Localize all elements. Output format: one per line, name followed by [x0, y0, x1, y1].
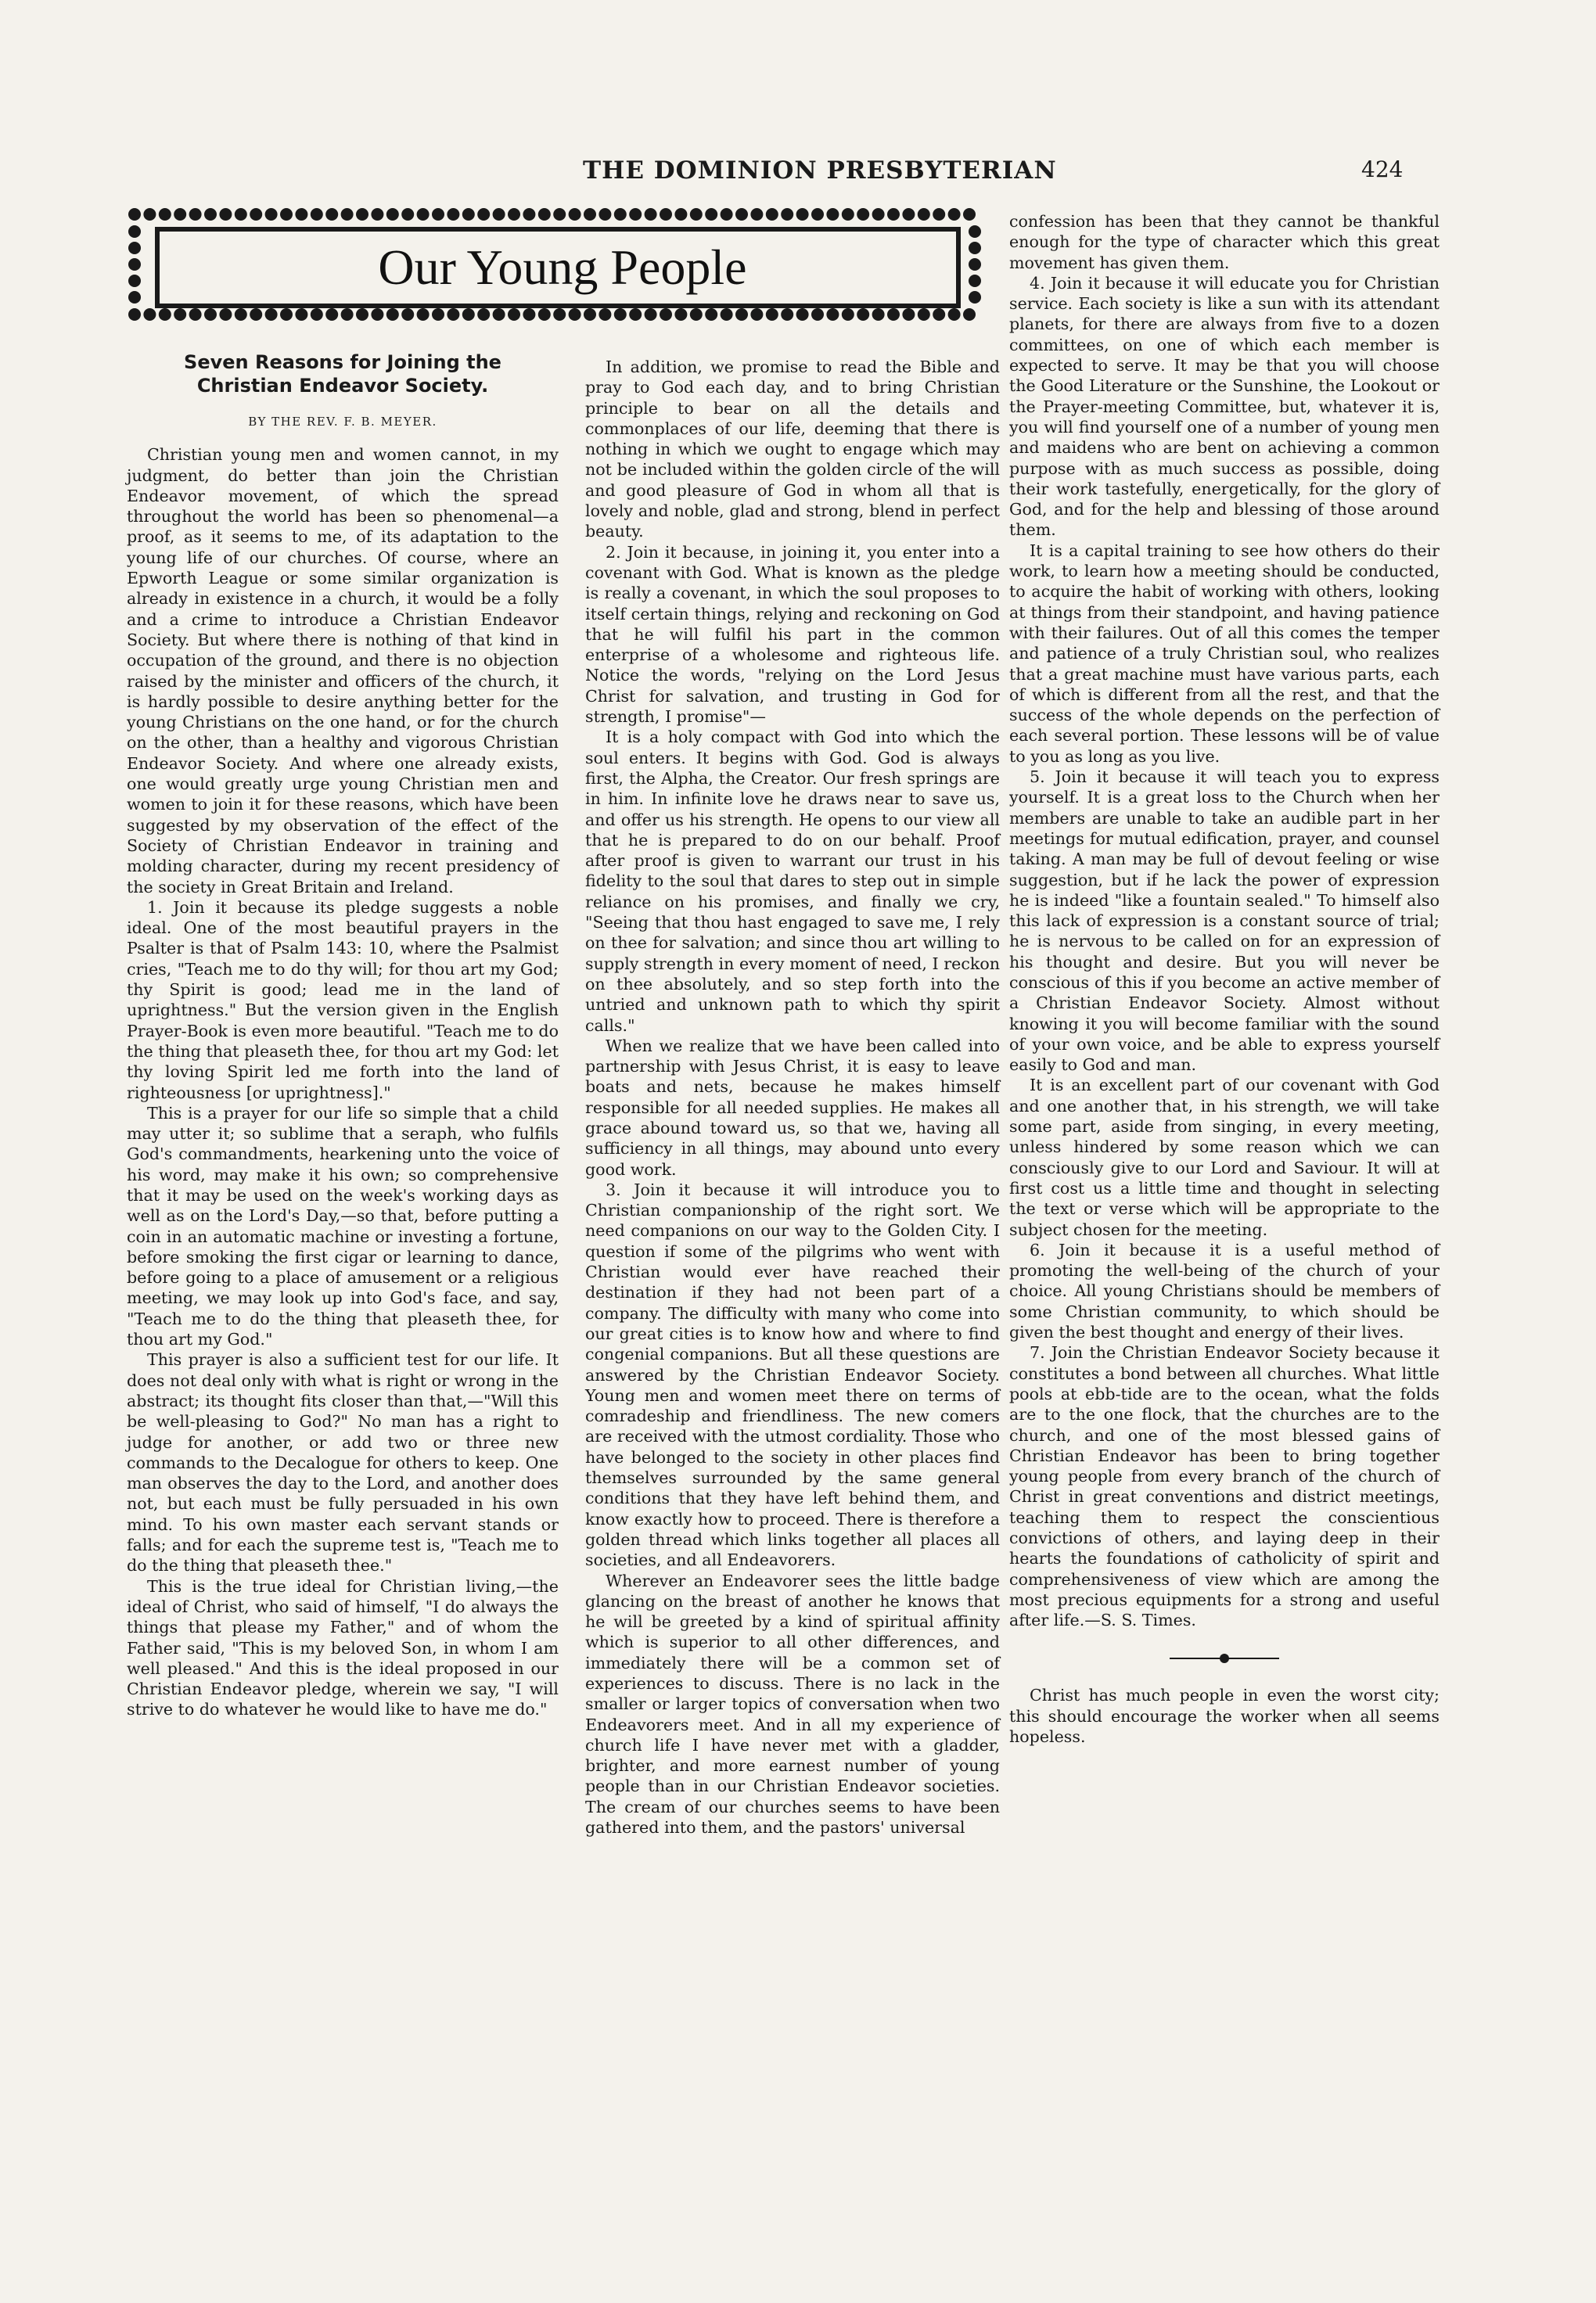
paragraph: It is an excellent part of our covenant with God and one another that, in his strength, we will take some part, aside from singing, in every meeting, unless hindered by some reason which we can consciously give to our Lord and Saviour. It will at first cost us a little time and thought in selecting the text or verse which will be appropriate to the subject chosen for the meeting. — [1009, 1076, 1440, 1239]
ornament-dot — [128, 242, 141, 254]
paragraph: 5. Join it because it will teach you to express yourself. It is a great loss to the Church when her members are unable to take an audible part in her meetings for mutual edification, prayer, and counsel taking. A man may be full of devout feeling or wise suggestion, but if he lack the power of expression he is indeed "like a fountain sealed." To himself also this lack of expression is a constant source of trial; he is nervous to be called on for an expression of his thought and desire. But you will never be conscious of this if you become an active member of a Christian Endeavor Society. Almost without knowing it you will become familiar with the sound of your own voice, and be able to express yourself easily to God and man. — [1009, 767, 1440, 1075]
paragraph: This prayer is also a sufficient test for our life. It does not deal only with what is right or wrong in the abstract; its thought fits closer than that,—"Will this be well-pleasing to God?" No man has a right to judge for another, or add two or three new commands to the Decalogue for others to keep. One man observes the day to the Lord, and another does not, but each must be fully persuaded in his own mind. To his own master each servant stands or falls; and for each the supreme test is, "Teach me to do the thing that pleaseth thee." — [127, 1350, 559, 1575]
page-number: 424 — [1361, 156, 1404, 182]
ornament-dot — [660, 208, 672, 221]
ornament-dot — [735, 308, 748, 321]
ornament-dot — [371, 308, 383, 321]
ornament-dot — [918, 208, 930, 221]
ornament-dot — [250, 308, 262, 321]
paragraph: It is a holy compact with God into which the soul enters. It begins with God. God is always first, the Alpha, the Creator. Our fresh springs are in him. In infinite love he draws near to save us, and offer us his strength. He opens to our view all that he is prepared to do on our behalf. Proof after proof is given to warrant our trust in his fidelity to the soul that dares to step out in simple reliance on his promises, and finally we cry, "Seeing that thou hast engaged to save me, I rely on thee for salvation; and since thou art willing to supply strength in every moment of need, I reckon on thee absolutely, and so step forth into the untried and unknown path to which thy spirit calls." — [585, 728, 1000, 1035]
paragraph: 4. Join it because it will educate you for Christian service. Each society is like a sun with its attendant planets, for there are always from five to a dozen committees, on one of which each member is expected to serve. It may be that you will choose the Good Literature or the Sunshine, the Lookout or the Prayer-meeting Committee, but, whatever it is, you will find yourself one of a number of young men and maidens who are bent on achieving a common purpose with as much success as possible, doing their work tastefully, energetically, for the glory of God, and for the help and blessing of those around them. — [1009, 273, 1440, 540]
ornament-dot — [826, 308, 839, 321]
ornament-dot — [811, 308, 824, 321]
ornament-dot — [371, 208, 383, 221]
ornament-dot — [598, 308, 611, 321]
ornament-dot — [584, 308, 596, 321]
ornament-dot — [902, 208, 915, 221]
ornament-dot — [280, 308, 293, 321]
ornament-dot — [674, 308, 687, 321]
ornament-dot — [325, 308, 338, 321]
ornament-dot — [902, 308, 915, 321]
ornament-dot — [174, 208, 186, 221]
publication-header: THE DOMINION PRESBYTERIAN — [583, 156, 1057, 185]
paragraph: 1. Join it because its pledge suggests a noble ideal. One of the most beautiful prayers in the Psalter is that of Psalm 143: 10, where the Psalmist cries, "Teach me to do thy will; for thou art my God; thy Spirit is good; lead me in the land of uprightness." But the version given in the English Prayer-Book is even more beautiful. "Teach me to do the thing that pleaseth thee, for thou art my God: let thy loving Spirit led me forth into the land of righteousness [or uprightness]." — [127, 897, 559, 1102]
ornament-dot — [401, 308, 414, 321]
ornament-dot — [143, 208, 156, 221]
ornament-dot — [265, 208, 278, 221]
ornament-dot — [750, 308, 763, 321]
ornament-dot — [750, 208, 763, 221]
section-banner — [127, 205, 983, 324]
ornament-dot — [614, 208, 627, 221]
ornament-dot — [584, 208, 596, 221]
ornament-dot — [250, 208, 262, 221]
ornament-dot — [598, 208, 611, 221]
ornament-dot — [887, 308, 900, 321]
paragraph: It is a capital training to see how others do their work, to learn how a meeting should be conducted, to acquire the habit of working with others, looking at things from their standpoint, and having patience with their failures. Out of all this comes the temper and patience of a truly Christian soul, who realizes that a great machine must have various parts, each of which is different from all the rest, and that the success of the whole depends on the perfection of each several portion. These lessons will be of value to you as long as you live. — [1009, 541, 1440, 766]
ornament-dot — [969, 275, 981, 287]
ornament-dot — [356, 308, 368, 321]
ornament-dot — [174, 308, 186, 321]
paragraph: This is a prayer for our life so simple that a child may utter it; so sublime that a seraph, who fulfils God's commandments, hearkening unto the voice of his word, may make it his own; so comprehensive that it may be used on the week's working days as well as on the Lord's Day,—so that, before putting a coin in an automatic machine or investing a fortune, before smoking the first cigar or learning to dance, before going to a place of amusement or a religious meeting, we may look up into God's face, and say, "Teach me to do the thing that pleaseth thee, for thou art my God." — [127, 1103, 559, 1349]
ornament-dot — [933, 308, 945, 321]
ornament-dot — [842, 308, 854, 321]
ornament-dot — [432, 208, 444, 221]
ornament-dot — [660, 308, 672, 321]
ornament-dot — [933, 208, 945, 221]
ornament-dot — [948, 308, 961, 321]
ornament-dot — [219, 308, 232, 321]
paragraph: When we realize that we have been called into partnership with Jesus Christ, it is easy to leave boats and nets, because he makes himself responsible for all needed supplies. He makes all grace abound toward us, so that we, having all sufficiency in all things, may abound unto every good work. — [585, 1036, 1000, 1179]
ornament-dot — [508, 208, 520, 221]
ornament-dot — [128, 275, 141, 287]
ornament-dot — [159, 208, 171, 221]
ornament-dot — [629, 308, 642, 321]
ornament-dot — [143, 308, 156, 321]
ornament-dot — [811, 208, 824, 221]
ornament-dot — [356, 208, 368, 221]
ornament-dot — [614, 308, 627, 321]
ornament-dot — [969, 258, 981, 271]
ornament-dot — [963, 208, 976, 221]
ornament-dot — [872, 308, 885, 321]
ornament-dot — [569, 208, 581, 221]
ornament-dot — [204, 308, 217, 321]
ornament-dot — [417, 308, 430, 321]
ornament-dot — [128, 208, 141, 221]
ornament-dot — [128, 308, 141, 321]
ornament-dot — [386, 308, 399, 321]
paragraph: Wherever an Endeavorer sees the little badge glancing on the breast of another he knows that he will be greeted by a kind of spiritual affinity which is superior to all other differences, and immediately there will be a common set of experiences to discuss. There is no lack in the smaller or larger topics of conversation when two Endeavorers meet. And in all my experience of church life I have never met with a gladder, brighter, and more earnest number of young people than in our Christian Endeavor societies. The cream of our churches seems to have been gathered into them, and the pastors' universal — [585, 1571, 1000, 1838]
paragraph: In addition, we promise to read the Bible and pray to God each day, and to bring Christian principle to bear on all the details and commonplaces of our life, deeming that there is nothing in which we ought to engage which may not be included within the golden circle of the will and good pleasure of God in whom all that is lovely and noble, glad and strong, blend in perfect beauty. — [585, 357, 1000, 541]
ornament-dot — [493, 208, 505, 221]
ornament-dot — [690, 308, 703, 321]
ornament-dot — [721, 208, 733, 221]
ornament-dot — [311, 208, 323, 221]
ornament-dot — [189, 308, 202, 321]
ornament-dot — [963, 308, 976, 321]
ornament-dot — [523, 308, 535, 321]
ornament-dot — [690, 208, 703, 221]
ornament-dot — [538, 308, 551, 321]
ornament-dot — [311, 308, 323, 321]
ornament-dot — [295, 308, 307, 321]
ornament-dot — [523, 208, 535, 221]
column-1 — [127, 350, 559, 1720]
ornament-dot — [796, 308, 809, 321]
column-3 — [1009, 211, 1440, 1747]
ornament-dot — [265, 308, 278, 321]
ornament-dot — [235, 208, 247, 221]
article-byline: BY THE REV. F. B. MEYER. — [248, 415, 437, 429]
ornament-dot — [462, 208, 475, 221]
ornament-dot — [872, 208, 885, 221]
ornament-dot — [705, 208, 717, 221]
ornament-dot — [189, 208, 202, 221]
ornament-dot — [447, 208, 459, 221]
banner-frame — [155, 227, 961, 308]
ornament-dot — [842, 208, 854, 221]
ornament-dot — [447, 308, 459, 321]
ornament-dot — [857, 308, 869, 321]
ornament-dot — [295, 208, 307, 221]
ornament-dot — [159, 308, 171, 321]
ornament-dot — [204, 208, 217, 221]
ornament-dot — [553, 308, 566, 321]
ornament-dot — [341, 208, 354, 221]
ornament-dot — [629, 208, 642, 221]
article-title: Seven Reasons for Joining the Christian Endeavor Society. — [184, 351, 501, 397]
ornament-dot — [826, 208, 839, 221]
ornament-dot — [796, 208, 809, 221]
ornament-dot — [887, 208, 900, 221]
paragraph: 3. Join it because it will introduce you to Christian companionship of the right sort. We need companions on our way to the Golden City. I question if some of the pilgrims who went with Christian would ever have reached their destination if they had not been part of a company. The difficulty with many who come into our great cities is to know how and where to find congenial companions. But all these questions are answered by the Christian Endeavor Society. Young men and women meet there on terms of comradeship and friendliness. The new comers are received with the utmost cordiality. Those who have belonged to the society in other places find themselves surrounded by the same general conditions that they have left behind them, and know exactly how to proceed. There is therefore a golden thread which links together all places all societies, and all Endeavorers. — [585, 1180, 1000, 1570]
ornament-dot — [493, 308, 505, 321]
ornament-dot — [781, 208, 793, 221]
paragraph: This is the true ideal for Christian living,—the ideal of Christ, who said of himself, "I do always the things that please my Father," and of whom the Father said, "This is my beloved Son, in whom I am well pleased." And this is the ideal proposed in our Christian Endeavor pledge, wherein we say, "I will strive to do whatever he would like to have me do." — [127, 1576, 559, 1719]
ornament-dot — [918, 308, 930, 321]
ornament-dot — [386, 208, 399, 221]
ornament-dot — [948, 208, 961, 221]
ornament-dot — [128, 258, 141, 271]
ornament-dot — [325, 208, 338, 221]
ornament-dot — [128, 291, 141, 304]
ornament-dot — [432, 308, 444, 321]
ornament-dot — [538, 208, 551, 221]
ornament-dot — [341, 308, 354, 321]
ornament-dot — [969, 242, 981, 254]
ornament-dot — [235, 308, 247, 321]
ornament-dot — [645, 208, 657, 221]
ornament-dot — [705, 308, 717, 321]
column-2 — [585, 357, 1000, 1838]
closing-note: Christ has much people in even the worst city; this should encourage the worker when all seems hopeless. — [1009, 1686, 1440, 1747]
ornament-dot — [781, 308, 793, 321]
paragraph: 2. Join it because, in joining it, you enter into a covenant with God. What is known as the pledge is really a covenant, in which the soul proposes to itself certain things, relying and reckoning on God that he will fulfil his part in the common enterprise of a wholesome and righteous life. Notice the words, "relying on the Lord Jesus Christ for salvation, and trusting in God for strength, I promise"— — [585, 542, 1000, 727]
paragraph: confession has been that they cannot be thankful enough for the type of character which this great movement has given them. — [1009, 212, 1440, 272]
ornament-dot — [645, 308, 657, 321]
ornament-dot — [477, 308, 490, 321]
ornament-dot — [462, 308, 475, 321]
ornament-dot — [721, 308, 733, 321]
ornament-dot — [128, 225, 141, 238]
ornament-dot — [417, 208, 430, 221]
ornament-dot — [857, 208, 869, 221]
ornament-dot — [674, 208, 687, 221]
ornament-dot — [401, 208, 414, 221]
ornament-dot — [280, 208, 293, 221]
section-title: Our Young People — [378, 239, 747, 295]
ornament-dot — [508, 308, 520, 321]
paragraph: 6. Join it because it is a useful method of promoting the well-being of the church of your choice. All young Christians should be members of some Christian community, to which should be given the best thought and energy of their lives. — [1009, 1240, 1440, 1342]
ornament-dot — [477, 208, 490, 221]
ornament-dot — [735, 208, 748, 221]
ornament-dot — [569, 308, 581, 321]
ornament-dot — [553, 208, 566, 221]
ornament-dot — [969, 291, 981, 304]
ornament-dot — [219, 208, 232, 221]
ornament-dot — [766, 208, 778, 221]
ornament-dot — [969, 225, 981, 238]
ornament-dot — [766, 308, 778, 321]
section-separator — [1170, 1652, 1279, 1665]
paragraph: 7. Join the Christian Endeavor Society because it constitutes a bond between all churches. What little pools at ebb-tide are to the ocean, what the folds are to the one flock, that the churches are to the church, and one of the most blessed gains of Christian Endeavor has been to bring together young people from every branch of the church of Christ in great conventions and district meetings, teaching them to respect the conscientious convictions of others, and laying deep in their hearts the foundations of catholicity of spirit and comprehensiveness of view which are among the most precious equipments for a strong and useful after life.—S. S. Times. — [1009, 1343, 1440, 1630]
paragraph: Christian young men and women cannot, in my judgment, do better than join the Christian Endeavor movement, of which the spread throughout the world has been so phenomenal—a proof, as it seems to me, of its adaptation to the young life of our churches. Of course, where an Epworth League or some similar organization is already in existence in a church, it would be a folly and a crime to introduce a Christian Endeavor Society. But where there is nothing of that kind in occupation of the ground, and there is no objection raised by the minister and officers of the church, it is hardly possible to desire anything better for the young Christians on the one hand, or for the church on the other, than a healthy and vigorous Christian Endeavor Society. And where one already exists, one would greatly urge young Christian men and women to join it for these reasons, which have been suggested by my observation of the effect of the Society of Christian Endeavor in training and molding character, during my recent presidency of the society in Great Britain and Ireland. — [127, 445, 559, 896]
